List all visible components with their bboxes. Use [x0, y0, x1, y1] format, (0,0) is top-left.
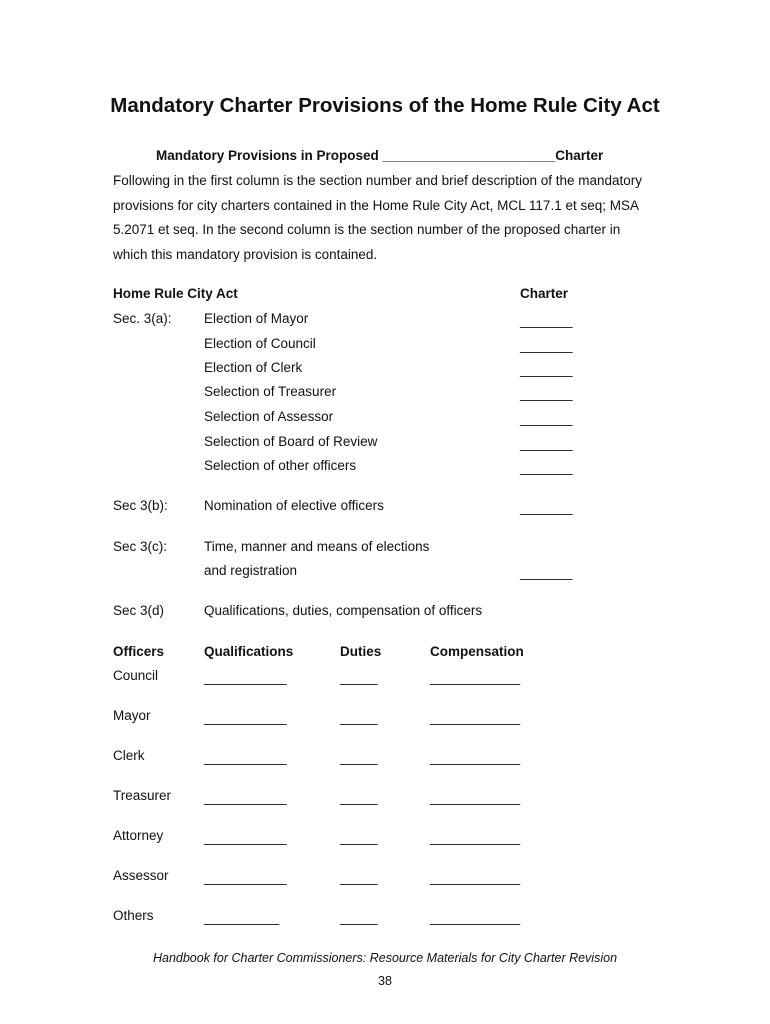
compensation-blank: ____________: [430, 750, 521, 765]
intro-line: which this mandatory provision is contained.: [113, 247, 378, 262]
qualifications-blank: ___________: [204, 710, 287, 725]
compensation-header: Compensation: [430, 644, 524, 659]
compensation-blank: ____________: [430, 790, 521, 805]
section-label-3d: Sec 3(d): [113, 603, 165, 618]
compensation-blank: ____________: [430, 710, 521, 725]
duties-blank: _____: [340, 670, 378, 685]
provision-item: Selection of other officers: [204, 458, 357, 473]
charter-blank: _______: [520, 411, 573, 426]
officer-name: Attorney: [113, 828, 164, 843]
provision-item: Selection of Treasurer: [204, 384, 337, 399]
qualifications-blank: ___________: [204, 830, 287, 845]
duties-blank: _____: [340, 790, 378, 805]
officer-name: Others: [113, 908, 154, 923]
section-label-3b: Sec 3(b):: [113, 498, 168, 513]
form-subtitle: Mandatory Provisions in Proposed _______________________Charter: [156, 148, 604, 163]
provision-item: Qualifications, duties, compensation of officers: [204, 603, 483, 618]
duties-header: Duties: [340, 644, 382, 659]
intro-line: Following in the first column is the section number and brief description of the mandatory: [113, 173, 643, 188]
provision-item: Selection of Assessor: [204, 409, 334, 424]
charter-blank: _______: [520, 338, 573, 353]
provision-item: Election of Council: [204, 336, 316, 351]
charter-blank: _______: [520, 500, 573, 515]
charter-blank: _______: [520, 313, 573, 328]
header-charter: Charter: [520, 286, 569, 301]
duties-blank: _____: [340, 750, 378, 765]
section-label-3a: Sec. 3(a):: [113, 311, 172, 326]
officer-name: Assessor: [113, 868, 169, 883]
page-number: 38: [378, 974, 392, 988]
duties-blank: _____: [340, 910, 378, 925]
qualifications-blank: ___________: [204, 870, 287, 885]
provision-item: Nomination of elective officers: [204, 498, 384, 513]
charter-blank: _______: [520, 362, 573, 377]
charter-blank: _______: [520, 565, 573, 580]
compensation-blank: ____________: [430, 830, 521, 845]
section-label-3c: Sec 3(c):: [113, 539, 168, 554]
qualifications-blank: ___________: [204, 670, 287, 685]
duties-blank: _____: [340, 710, 378, 725]
duties-blank: _____: [340, 870, 378, 885]
qualifications-blank: ___________: [204, 750, 287, 765]
intro-line: 5.2071 et seq. In the second column is the section number of the proposed charter in: [113, 222, 621, 237]
duties-blank: _____: [340, 830, 378, 845]
charter-blank: _______: [520, 386, 573, 401]
officer-name: Treasurer: [113, 788, 172, 803]
provision-item: Election of Clerk: [204, 360, 303, 375]
page-title: Mandatory Charter Provisions of the Home Rule City Act: [110, 94, 660, 117]
qualifications-blank: ___________: [204, 790, 287, 805]
provision-item: Time, manner and means of elections: [204, 539, 430, 554]
charter-blank: _______: [520, 460, 573, 475]
provision-item: Election of Mayor: [204, 311, 309, 326]
intro-line: provisions for city charters contained in the Home Rule City Act, MCL 117.1 et seq; MSA: [113, 198, 639, 213]
qualifications-header: Qualifications: [204, 644, 294, 659]
compensation-blank: ____________: [430, 870, 521, 885]
charter-blank: _______: [520, 436, 573, 451]
qualifications-blank: __________: [204, 910, 280, 925]
officer-name: Mayor: [113, 708, 151, 723]
provision-item: Selection of Board of Review: [204, 434, 378, 449]
compensation-blank: ____________: [430, 670, 521, 685]
officers-header: Officers: [113, 644, 165, 659]
page-footer: Handbook for Charter Commissioners: Resource Materials for City Charter Revision: [152, 951, 618, 965]
officer-name: Clerk: [113, 748, 145, 763]
provision-item: and registration: [204, 563, 298, 578]
header-home-rule-act: Home Rule City Act: [113, 286, 238, 301]
officer-name: Council: [113, 668, 159, 683]
compensation-blank: ____________: [430, 910, 521, 925]
